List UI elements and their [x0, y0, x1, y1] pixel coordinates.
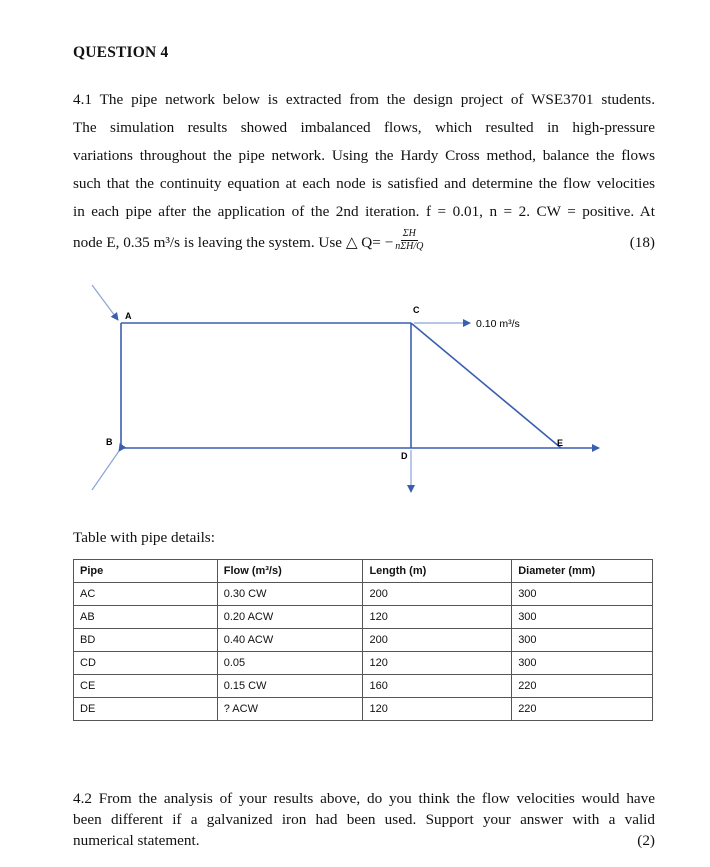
q42-line-1: 4.2 From the analysis of your results above, do you think the flow velocities would have: [73, 790, 655, 807]
cell-pipe: CD: [74, 652, 218, 675]
hardy-cross-formula: [395, 228, 423, 253]
table-row: [74, 675, 653, 698]
cell-flow: 0.05: [217, 652, 363, 675]
pipe-network-diagram: [0, 270, 710, 500]
question-4-2-text: [73, 788, 655, 851]
table-row: [74, 652, 653, 675]
header-length: Length (m): [363, 560, 512, 583]
q41-line-2: The simulation results showed imbalanced flows, which resulted in high-pressure: [73, 119, 655, 136]
q41-last-line: [73, 230, 655, 255]
cell-diameter: 300: [512, 629, 653, 652]
question-4-1-text: [73, 86, 655, 226]
pipe-ce: [411, 323, 564, 448]
q41-line-4: such that the continuity equation at each node is satisfied and determine the flow velocities: [73, 175, 655, 192]
cell-pipe: AC: [74, 583, 218, 606]
table-caption: Table with pipe details:: [73, 529, 215, 546]
header-diameter: Diameter (mm): [512, 560, 653, 583]
cell-pipe: DE: [74, 698, 218, 721]
cell-length: 120: [363, 652, 512, 675]
table-row: [74, 629, 653, 652]
outflow-arrow-b: [92, 451, 119, 490]
formula-denominator: nΣH/Q: [395, 241, 424, 252]
table-header-row: [74, 560, 653, 583]
cell-diameter: 220: [512, 675, 653, 698]
cell-length: 120: [363, 606, 512, 629]
cell-length: 120: [363, 698, 512, 721]
node-label-c: C: [413, 305, 420, 315]
cell-flow: 0.30 CW: [217, 583, 363, 606]
cell-length: 200: [363, 583, 512, 606]
node-label-d: D: [401, 451, 408, 461]
cell-pipe: CE: [74, 675, 218, 698]
cell-flow: 0.40 ACW: [217, 629, 363, 652]
table-row: [74, 698, 653, 721]
cell-pipe: BD: [74, 629, 218, 652]
q41-line-3: variations throughout the pipe network. Using the Hardy Cross method, balance the flows: [73, 147, 655, 164]
cell-flow: 0.15 CW: [217, 675, 363, 698]
node-label-a: A: [125, 311, 132, 321]
cell-length: 160: [363, 675, 512, 698]
q41-marks: (18): [629, 233, 655, 251]
formula-numerator: ΣH: [402, 228, 416, 239]
node-label-b: B: [106, 437, 113, 447]
cell-diameter: 300: [512, 583, 653, 606]
q42-line-2: been different if a galvanized iron had been used. Support your answer with a valid: [73, 811, 655, 828]
cell-pipe: AB: [74, 606, 218, 629]
q42-line-3: numerical statement.: [73, 832, 200, 849]
cell-length: 200: [363, 629, 512, 652]
header-pipe: Pipe: [74, 560, 218, 583]
question-heading: QUESTION 4: [73, 44, 169, 61]
q41-last-line-text: node E, 0.35 m³/s is leaving the system. Use △ Q= −: [73, 234, 394, 251]
q42-marks: (2): [637, 832, 655, 849]
node-label-e: E: [557, 438, 564, 448]
q42-last-row: [73, 830, 655, 851]
table-row: [74, 606, 653, 629]
q41-line-5: in each pipe after the application of the 2nd iteration. f = 0.01, n = 2. CW = positive. At: [73, 203, 655, 220]
header-flow: Flow (m³/s): [217, 560, 363, 583]
pipe-details-table: [73, 559, 653, 721]
inflow-arrow-a: [92, 285, 118, 320]
cell-diameter: 220: [512, 698, 653, 721]
cell-diameter: 300: [512, 652, 653, 675]
cell-diameter: 300: [512, 606, 653, 629]
inflow-label: 0.10 m³/s: [476, 318, 520, 330]
table-row: [74, 583, 653, 606]
cell-flow: ? ACW: [217, 698, 363, 721]
cell-flow: 0.20 ACW: [217, 606, 363, 629]
q41-line-1: 4.1 The pipe network below is extracted from the design project of WSE3701 students.: [73, 91, 655, 108]
